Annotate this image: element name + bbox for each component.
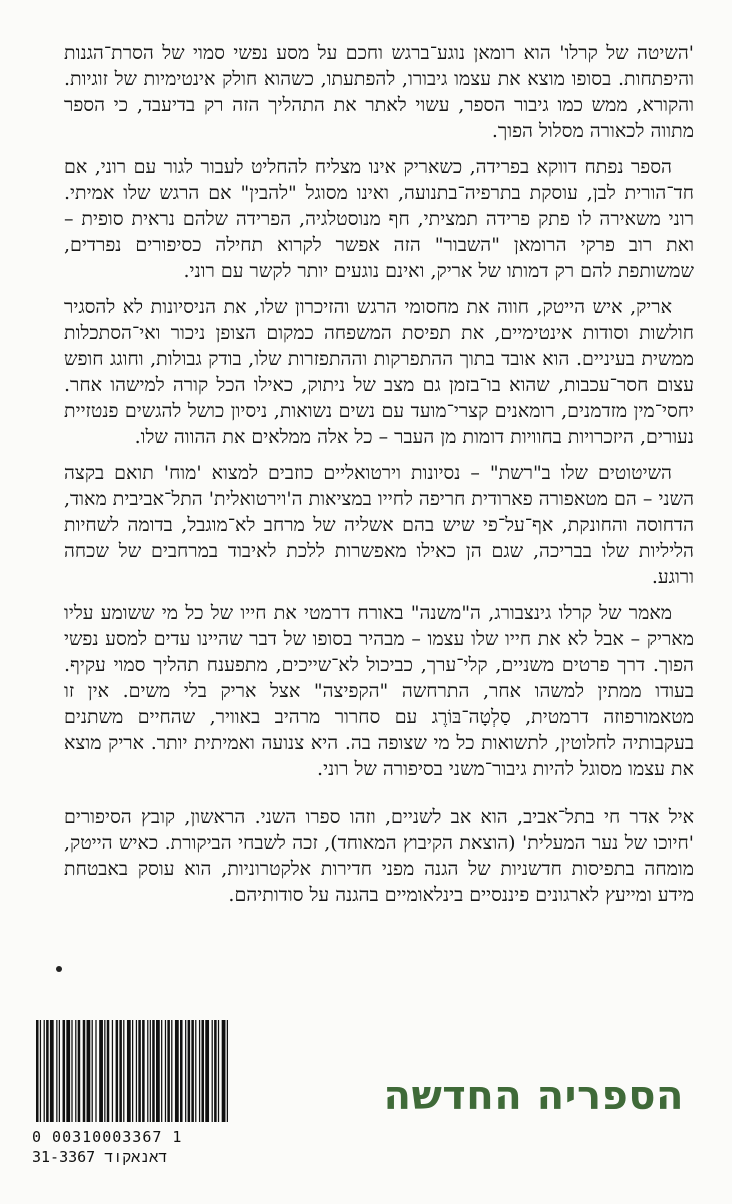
barcode-bar: [132, 1020, 133, 1122]
catalog-label: דאנאקוד: [104, 1148, 168, 1166]
barcode-bar: [191, 1020, 194, 1122]
barcode: [32, 1020, 282, 1190]
barcode-bar: [205, 1020, 209, 1122]
barcode-bar: [112, 1020, 113, 1122]
synopsis-paragraph-2: הספר נפתח דווקא בפרידה, כשאריק אינו מצליח להחליט לעבור לגור עם רוני, אם חד־הורית לבן, עוסקת בתרפיה־בתנועה, ואינו מסוגל "להבין" אם הרגש שלו אמיתי. רוני משאירה לו פתק פרידה תמציתי, חף מנוסטלגיה, הפרידה שלהם נראית סופית – ואת רוב פרקי הרומאן "השבור" הזה אפשר לקרוא תחילה כסיפורים נפרדים, שמשותפת להם רק דמותו של אריק, ואינם נוגעים יותר לקשר עם רוני.: [64, 156, 694, 282]
barcode-bar: [152, 1020, 155, 1122]
barcode-bar: [119, 1020, 122, 1122]
barcode-bar: [175, 1020, 179, 1122]
barcode-bar: [40, 1020, 41, 1122]
barcode-bar: [78, 1020, 81, 1122]
barcode-bar: [156, 1020, 160, 1122]
barcode-bar: [87, 1020, 91, 1122]
synopsis-paragraph-3: אריק, איש הייטק, חווה את מחסומי הרגש והזיכרון שלו, את הניסיונות לא להסגיר חולשות וסודות אינטימיים, את תפיסת המשפחה כמקום הצופן ניכור ואי־הסתכלות ממשית בעיניים. הוא אובד בתוך ההתפרקות וההתפזרות שלו, בודק גבולות, וחוגג חופש עצום חסר־עכבות, שהוא בו־בזמן גם מצב של ניתוק, כאילו הכל קורה למישהו אחר. יחסי־מין מזדמנים, רומאנים קצרי־מועד עם נשים נשואות, ניסיון כושל להגשים פנטזיית נעורים, היזכרויות בחוויות דומות מן העבר – כל אלה ממלאים את ההווה שלו.: [64, 296, 694, 448]
barcode-bar: [142, 1020, 145, 1122]
barcode-bar: [185, 1020, 186, 1122]
barcode-bar: [218, 1020, 219, 1122]
synopsis-paragraph-5: מאמר של קרלו גינצבורג, ה"משנה" באורח דרמטי את חייו של כל מי ששומע עליו מאריק – אבל לא את חייו שלו עצמו – מבהיר בסופו של דבר שהיינו עדים למסע נפשי הפוך. דרך פרטים משניים, קלי־ערך, כביכול לא־שייכים, מתפענח תהליך סמוי עקיף. בעודו ממתין למשהו אחר, התרחשה "הקפיצה" אצל אריק בלי משים. אין זו מטאמורפוזה דרמטית, סַלְטָה־בּוֹרֶג עם סחרור מרהיב באוויר, שהחיים משתנים בעקבותיה לחלוטין, לתשואות כל מי שצופה בה. היא צנועה ואמיתית יותר. אריק מוצא את עצמו מסוגל להיות גיבור־משני בסיפורה של רוני.: [64, 602, 694, 780]
barcode-bar: [83, 1020, 86, 1122]
barcode-bar: [75, 1020, 76, 1122]
barcode-bar: [171, 1020, 172, 1122]
barcode-bar: [104, 1020, 105, 1122]
publisher-name: הספריה החדשה: [383, 1073, 684, 1119]
barcode-bar: [66, 1020, 70, 1122]
barcode-bar: [188, 1020, 191, 1122]
barcode-bar: [161, 1020, 162, 1122]
barcode-bar: [222, 1020, 226, 1122]
barcode-bar: [212, 1020, 213, 1122]
barcode-bar: [95, 1020, 96, 1122]
barcode-bar: [116, 1020, 119, 1122]
barcode-bar: [138, 1020, 141, 1122]
barcode-bar: [56, 1020, 57, 1122]
barcode-number: 0 00310003367 1: [32, 1128, 183, 1146]
barcode-bar: [136, 1020, 137, 1122]
catalog-line: [32, 1148, 282, 1167]
barcode-bar: [63, 1020, 66, 1122]
barcode-bar: [165, 1020, 166, 1122]
barcode-bar: [167, 1020, 170, 1122]
barcode-bar: [180, 1020, 183, 1122]
barcode-bar: [127, 1020, 131, 1122]
back-cover-text: [64, 40, 694, 918]
barcode-bar: [99, 1020, 103, 1122]
barcode-bar: [195, 1020, 196, 1122]
barcode-bar: [107, 1020, 110, 1122]
catalog-code: 31-3367: [32, 1148, 96, 1166]
barcode-bars: [36, 1020, 228, 1122]
barcode-bar: [201, 1020, 204, 1122]
barcode-bar: [46, 1020, 49, 1122]
author-bio: איל אדר חי בתל־אביב, הוא אב לשניים, וזהו ספרו השני. הראשון, קובץ הסיפורים 'חיוכו של נער המעלית' (הוצאת הקיבוץ המאוחד), זכה לשבחי הביקורת. כאיש הייטק, מומחה בתפיסות חדשניות של הגנה מפני חדירות אלקטרוניות, הוא עוסק באבטחת מידע ומייעץ לארגונים פיננסיים בינלאומיים בהגנה על סודותיהם.: [64, 806, 694, 906]
synopsis-paragraph-4: השיטוטים שלו ב"רשת" – נסיונות וירטואליים כוזבים למצוא 'מוח' תואם בקצה השני – הם מטאפורה פארודית חריפה לחייו במציאות ה'וירטואלית' התל־אביבית מאוד, הדחוסה והחונקת, אף־על־פי שיש בהם אשליה של מרחב לא־מוגבל, בדומה לשחיות הליליות שלו בבריכה, שגם הן כאילו מאפשרות ללכת לאיבוד במרחבים של שכחה ורוגע.: [64, 462, 694, 588]
barcode-bar: [36, 1020, 39, 1122]
barcode-bar: [71, 1020, 72, 1122]
barcode-bar: [92, 1020, 93, 1122]
barcode-bar: [59, 1020, 60, 1122]
barcode-bar: [227, 1020, 228, 1122]
barcode-bar: [123, 1020, 124, 1122]
barcode-bar: [50, 1020, 54, 1122]
synopsis-paragraph-1: 'השיטה של קרלו' הוא רומאן נוגע־ברגש וחכם על מסע נפשי סמוי של הסרת־הגנות והיפתחות. בסופו מוצא את עצמו גיבורו, להפתעתו, כשהוא חולק אינטימיות של זוגיות. והקורא, ממש כמו גיבור הספר, עשוי לאתר את התהליך הזה רק בדיעבד, כי הספר מתווה לכאורה מסלול הפוך.: [64, 42, 694, 142]
barcode-bar: [214, 1020, 217, 1122]
barcode-bar: [150, 1020, 151, 1122]
bullet-dot: [56, 966, 62, 972]
barcode-bar: [147, 1020, 148, 1122]
barcode-bar: [199, 1020, 200, 1122]
barcode-bar: [44, 1020, 45, 1122]
